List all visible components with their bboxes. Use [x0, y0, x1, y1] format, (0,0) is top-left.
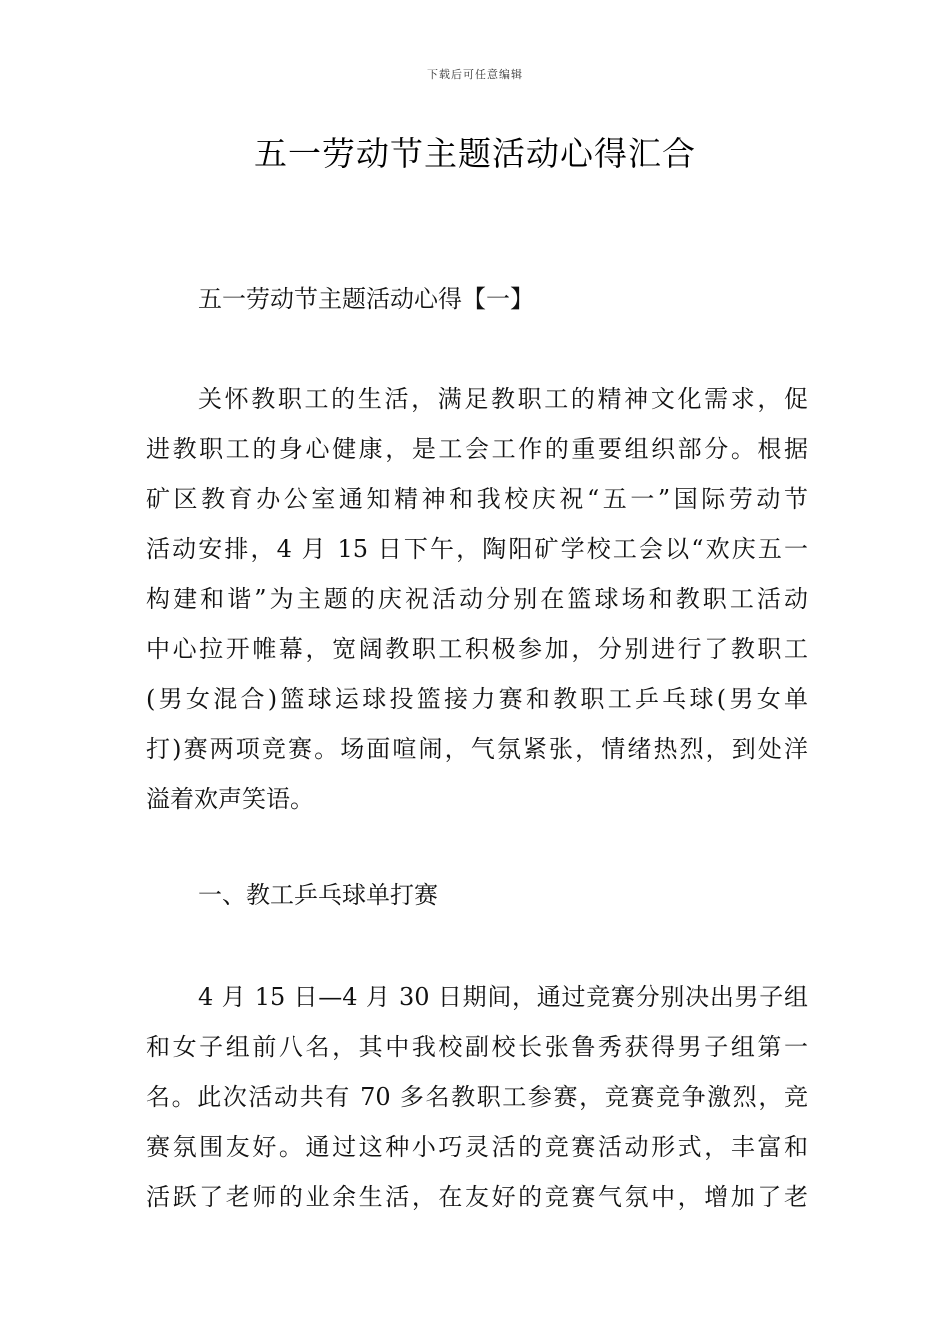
paragraph-line: 活动安排，4 月 15 日下午，陶阳矿学校工会以“欢庆五一: [146, 535, 808, 563]
paragraph-line: 4 月 15 日—4 月 30 日期间，通过竞赛分别决出男子组: [198, 983, 808, 1011]
paragraph-line: 矿区教育办公室通知精神和我校庆祝“五一”国际劳动节: [146, 485, 808, 513]
paragraph-line: 中心拉开帷幕，宽阔教职工积极参加，分别进行了教职工: [146, 635, 808, 663]
paragraph-line: 活跃了老师的业余生活，在友好的竞赛气氛中，增加了老: [146, 1183, 808, 1211]
section-heading: 五一劳动节主题活动心得【一】: [198, 285, 534, 313]
paragraph-line: 赛氛围友好。通过这种小巧灵活的竞赛活动形式，丰富和: [146, 1133, 808, 1161]
paragraph-line: 关怀教职工的生活，满足教职工的精神文化需求，促: [198, 385, 808, 413]
paragraph-line: 和女子组前八名，其中我校副校长张鲁秀获得男子组第一: [146, 1033, 808, 1061]
paragraph-1: [146, 374, 808, 824]
paragraph-line: 构建和谐”为主题的庆祝活动分别在篮球场和教职工活动: [146, 585, 808, 613]
subheading-table-tennis: 一、教工乒乓球单打赛: [198, 881, 438, 909]
header-note: 下载后可任意编辑: [427, 68, 523, 81]
paragraph-line: (男女混合)篮球运球投篮接力赛和教职工乒乓球(男女单: [146, 685, 808, 713]
paragraph-line: 进教职工的身心健康，是工会工作的重要组织部分。根据: [146, 435, 808, 463]
paragraph-2: [146, 972, 808, 1222]
paragraph-line: 溢着欢声笑语。: [146, 785, 314, 813]
paragraph-line: 打)赛两项竞赛。场面喧闹，气氛紧张，情绪热烈，到处洋: [146, 735, 808, 763]
paragraph-line: 名。此次活动共有 70 多名教职工参赛，竞赛竞争激烈，竞: [146, 1083, 808, 1111]
document-title: 五一劳动节主题活动心得汇合: [254, 134, 696, 173]
